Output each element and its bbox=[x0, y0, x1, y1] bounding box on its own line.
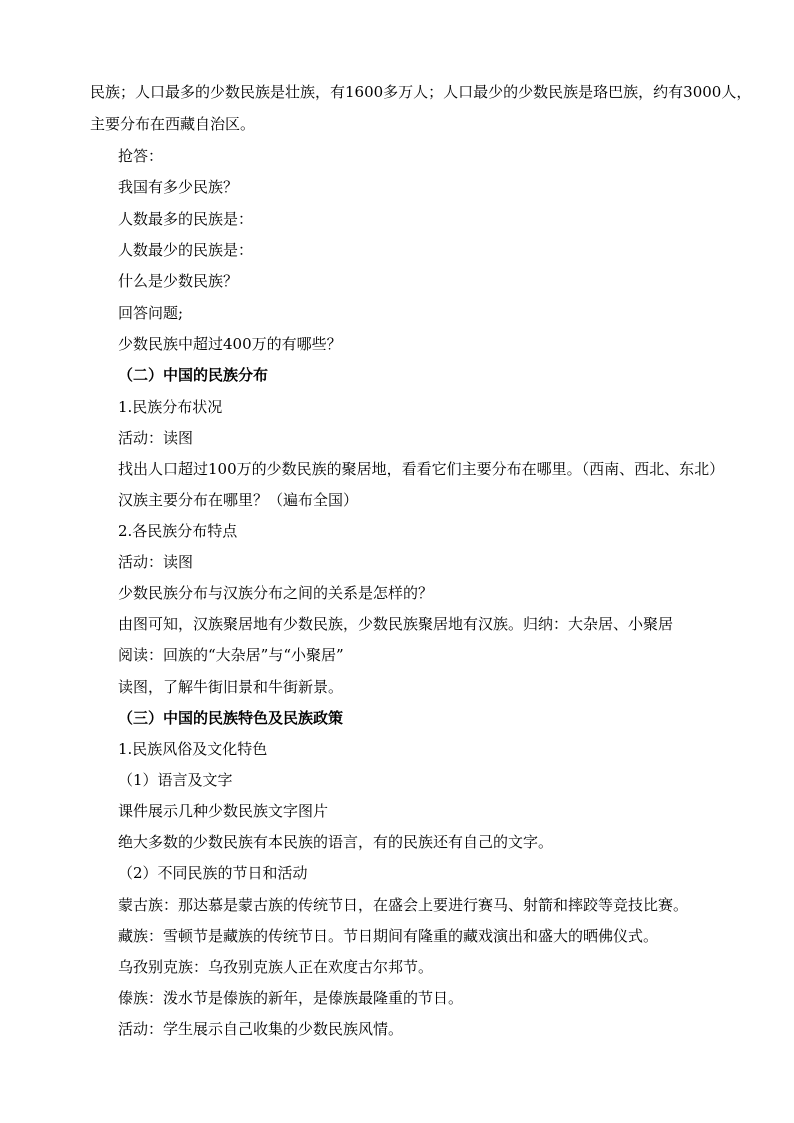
paragraph-line: 汉族主要分布在哪里？（遍布全国） bbox=[118, 491, 359, 509]
paragraph-line: 由图可知，汉族聚居地有少数民族，少数民族聚居地有汉族。归纳：大杂居、小聚居 bbox=[118, 615, 674, 633]
paragraph-line: 藏族：雪顿节是藏族的传统节日。节日期间有隆重的藏戏演出和盛大的晒佛仪式。 bbox=[118, 927, 659, 945]
paragraph-line: 蒙古族：那达慕是蒙古族的传统节日，在盛会上要进行赛马、射箭和摔跤等竞技比赛。 bbox=[118, 896, 689, 914]
subsection-heading: 2.各民族分布特点 bbox=[118, 522, 238, 540]
paragraph-line: 乌孜别克族：乌孜别克族人正在欢度古尔邦节。 bbox=[118, 958, 434, 976]
paragraph-line: 读图，了解牛街旧景和牛街新景。 bbox=[118, 678, 344, 696]
question-line: 少数民族中超过400万的有哪些？ bbox=[118, 335, 342, 353]
question-line: 人数最少的民族是： bbox=[118, 241, 254, 259]
paragraph-line: 民族；人口最多的少数民族是壮族，有1600多万人；人口最少的少数民族是珞巴族，约有3000人， bbox=[90, 83, 752, 101]
question-line: 什么是少数民族？ bbox=[118, 272, 239, 290]
paragraph-line: 活动：学生展示自己收集的少数民族风情。 bbox=[118, 1020, 404, 1038]
paragraph-line: 活动：读图 bbox=[118, 553, 194, 571]
paragraph-line: 主要分布在西藏自治区。 bbox=[90, 115, 256, 133]
subsection-heading: （2）不同民族的节日和活动 bbox=[118, 864, 308, 882]
paragraph-line: 少数民族分布与汉族分布之间的关系是怎样的？ bbox=[118, 584, 434, 602]
paragraph-line: 活动：读图 bbox=[118, 429, 194, 447]
paragraph-line: 抢答： bbox=[118, 147, 164, 165]
subsection-heading: （1）语言及文字 bbox=[118, 771, 233, 789]
subsection-heading: 1.民族分布状况 bbox=[118, 398, 223, 416]
paragraph-line: 傣族：泼水节是傣族的新年，是傣族最隆重的节日。 bbox=[118, 989, 464, 1007]
paragraph-line: 回答问题; bbox=[118, 304, 184, 322]
section-heading: （二）中国的民族分布 bbox=[118, 366, 269, 384]
paragraph-line: 绝大多数的少数民族有本民族的语言，有的民族还有自己的文字。 bbox=[118, 833, 554, 851]
section-heading: （三）中国的民族特色及民族政策 bbox=[118, 709, 344, 727]
paragraph-line: 阅读：回族的“大杂居”与“小聚居” bbox=[118, 646, 344, 664]
paragraph-line: 课件展示几种少数民族文字图片 bbox=[118, 802, 329, 820]
question-line: 人数最多的民族是： bbox=[118, 210, 254, 228]
paragraph-line: 找出人口超过100万的少数民族的聚居地，看看它们主要分布在哪里。（西南、西北、东北） bbox=[118, 460, 725, 478]
question-line: 我国有多少民族？ bbox=[118, 178, 239, 196]
subsection-heading: 1.民族风俗及文化特色 bbox=[118, 740, 268, 758]
